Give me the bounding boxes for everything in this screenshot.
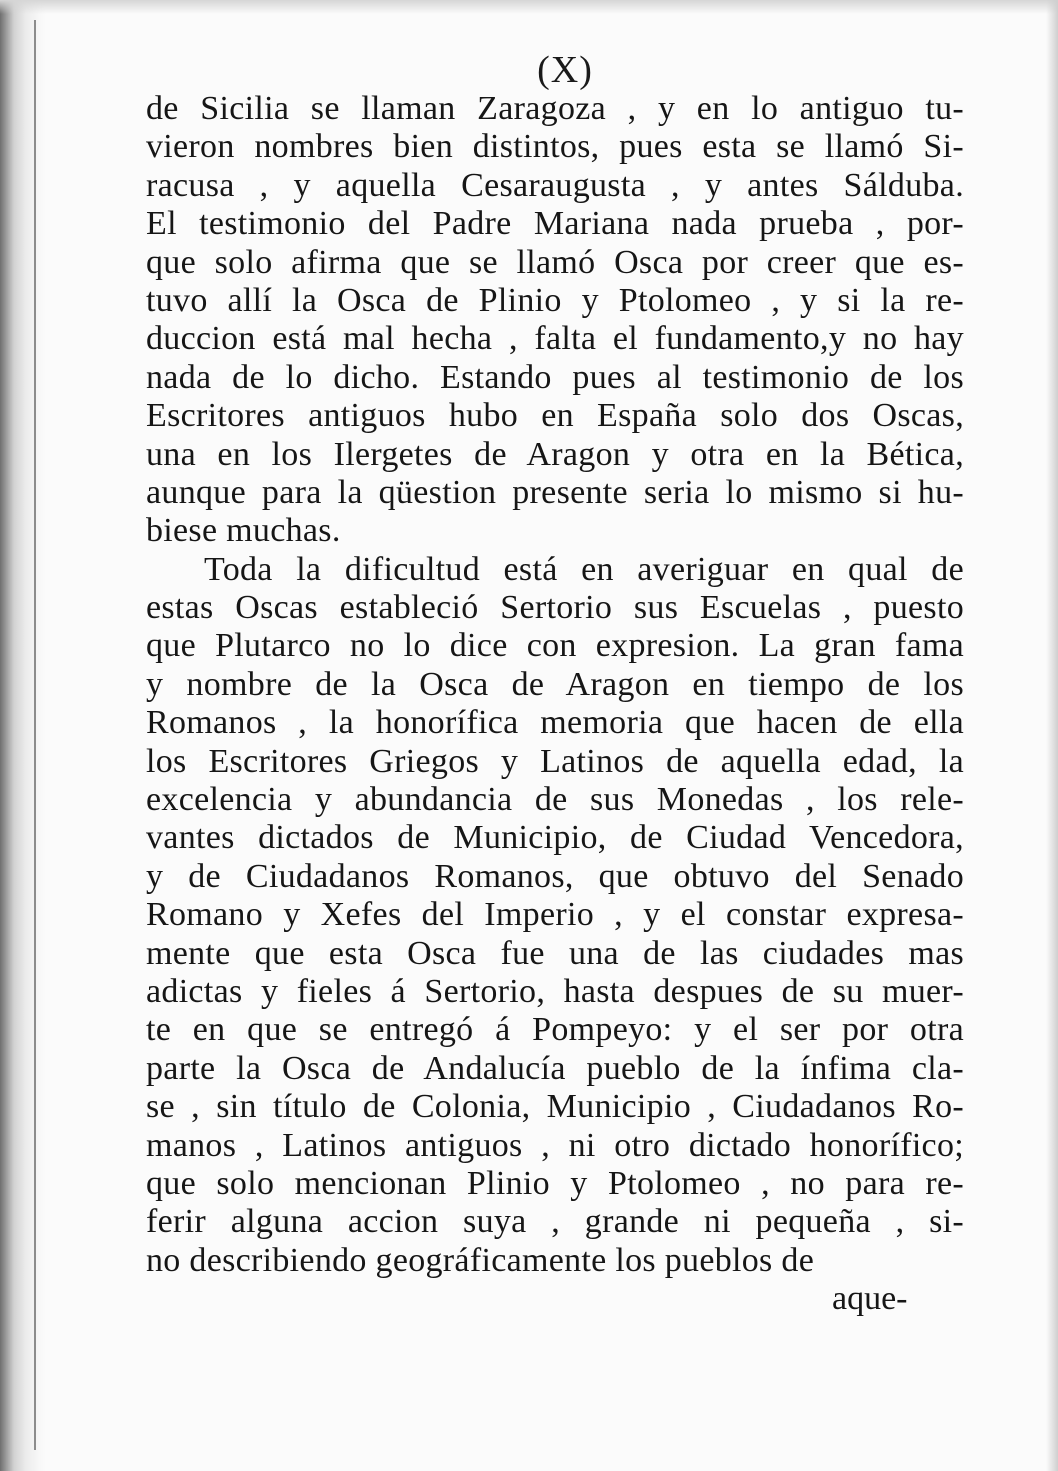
body-text xyxy=(146,90,964,1280)
text-line: te en que se entregó á Pompeyo: y el ser por otra xyxy=(146,1011,964,1049)
text-line: mente que esta Osca fue una de las ciudades mas xyxy=(146,934,964,972)
text-line: Romano y Xefes del Imperio , y el constar expresa- xyxy=(146,896,964,934)
text-line: y nombre de la Osca de Aragon en tiempo de los xyxy=(146,665,964,703)
text-line: Romanos , la honorífica memoria que hacen de ella xyxy=(146,704,964,742)
text-line: los Escritores Griegos y Latinos de aquella edad, la xyxy=(146,742,964,780)
catchword: aque- xyxy=(832,1280,908,1317)
text-line: manos , Latinos antiguos , ni otro dictado honorífico; xyxy=(146,1126,964,1164)
text-line: que solo mencionan Plinio y Ptolomeo , no para re- xyxy=(146,1164,964,1202)
binding-edge-line xyxy=(34,20,36,1450)
text-line: racusa , y aquella Cesaraugusta , y antes Sálduba. xyxy=(146,166,964,204)
text-line: vantes dictados de Municipio, de Ciudad Vencedora, xyxy=(146,819,964,857)
text-line: que Plutarco no lo dice con expresion. La gran fama xyxy=(146,627,964,665)
text-line: nada de lo dicho. Estando pues al testimonio de los xyxy=(146,358,964,396)
text-line: aunque para la qüestion presente seria lo mismo si hu- xyxy=(146,473,964,511)
page-top-edge xyxy=(0,0,1058,14)
text-line: vieron nombres bien distintos, pues esta se llamó Si- xyxy=(146,128,964,166)
text-line: biese muchas. xyxy=(146,512,341,550)
text-line: adictas y fieles á Sertorio, hasta despues de su muer- xyxy=(146,972,964,1010)
text-line: de Sicilia se llaman Zaragoza , y en lo antiguo tu- xyxy=(146,90,964,127)
page-right-edge xyxy=(1046,0,1058,1471)
text-line: que solo afirma que se llamó Osca por creer que es- xyxy=(146,243,964,281)
text-line: tuvo allí la Osca de Plinio y Ptolomeo , y si la re- xyxy=(146,281,964,319)
text-line: se , sin título de Colonia, Municipio , Ciudadanos Ro- xyxy=(146,1088,964,1126)
text-line: una en los Ilergetes de Aragon y otra en la Bética, xyxy=(146,435,964,473)
page-number: (X) xyxy=(537,49,593,91)
text-line: excelencia y abundancia de sus Monedas , los rele- xyxy=(146,781,964,819)
binding-gutter xyxy=(0,0,46,1471)
text-line: y de Ciudadanos Romanos, que obtuvo del Senado xyxy=(146,857,964,895)
text-line: El testimonio del Padre Mariana nada prueba , por- xyxy=(146,205,964,243)
text-line: parte la Osca de Andalucía pueblo de la ínfima cla- xyxy=(146,1049,964,1087)
text-line: Toda la dificultud está en averiguar en qual de xyxy=(204,550,964,588)
text-line: duccion está mal hecha , falta el fundamento,y no hay xyxy=(146,320,964,358)
text-line: ferir alguna accion suya , grande ni pequeña , si- xyxy=(146,1203,964,1241)
text-line: estas Oscas estableció Sertorio sus Escuelas , puesto xyxy=(146,589,964,627)
text-line: no describiendo geográficamente los pueblos de xyxy=(146,1241,815,1279)
text-line: Escritores antiguos hubo en España solo dos Oscas, xyxy=(146,397,964,435)
